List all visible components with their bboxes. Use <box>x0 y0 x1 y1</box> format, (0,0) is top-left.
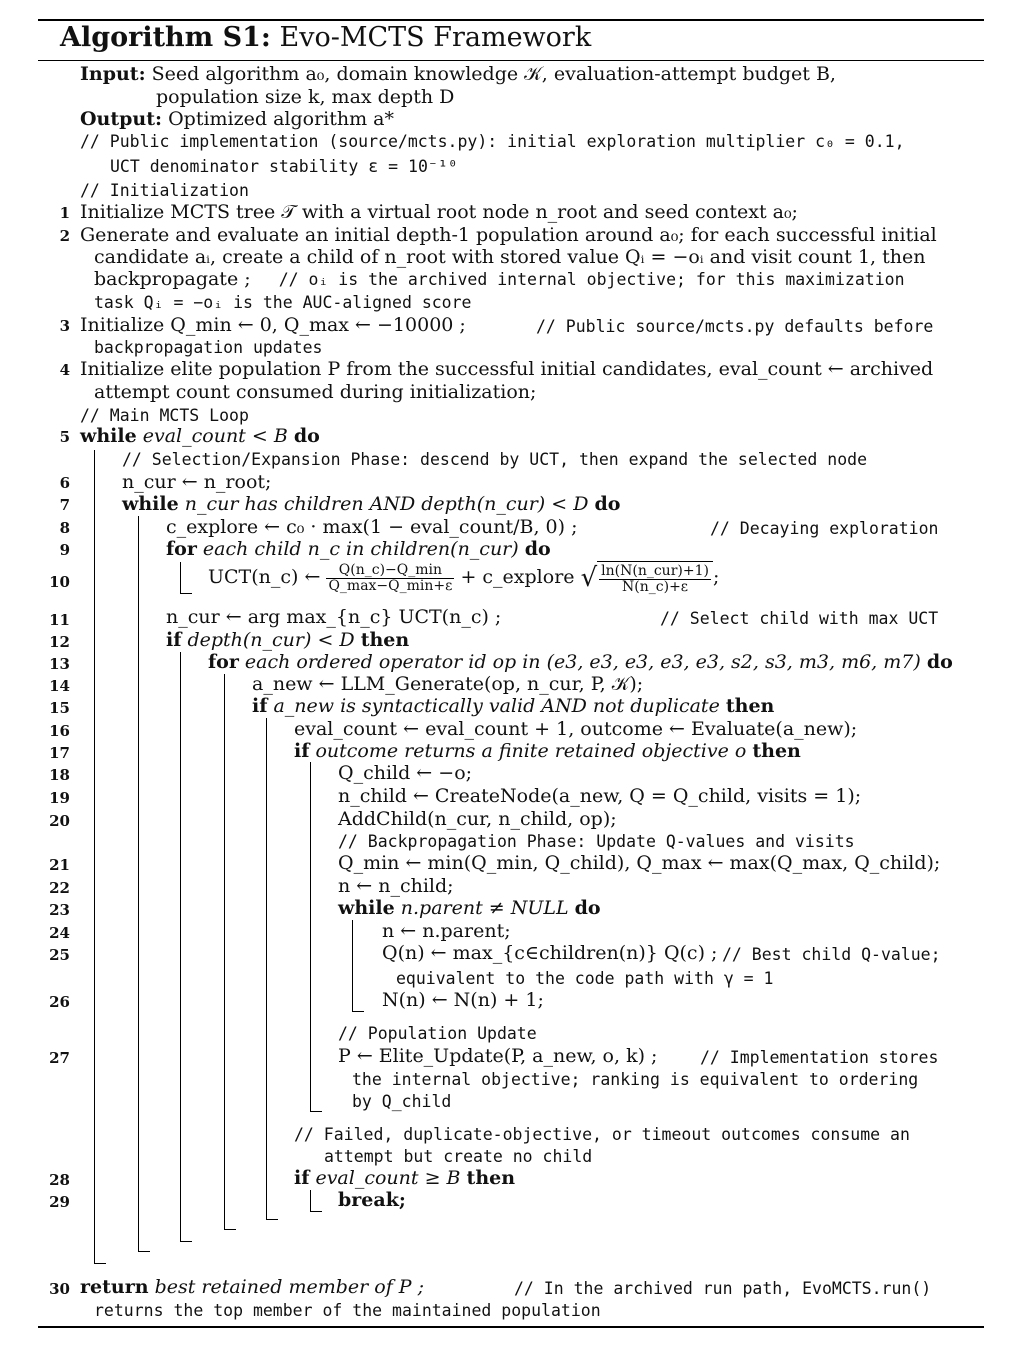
line-11: n_cur ← arg max_{n_c} UCT(n_c) ; <box>166 606 502 628</box>
line-number: 20 <box>49 812 70 830</box>
block-end-if-valid <box>266 1219 278 1220</box>
line-2c-comment: // oᵢ is the archived internal objective; for this maximization <box>278 270 905 289</box>
top-rule <box>38 19 984 21</box>
line-24: n ← n.parent; <box>382 920 511 942</box>
line-13 <box>208 651 953 673</box>
kw-do: do <box>926 651 953 673</box>
block-bar-if-depth <box>180 652 181 1242</box>
line-number: 11 <box>49 611 70 629</box>
sqrt-sign: √ <box>580 563 598 593</box>
line-2b: candidate aᵢ, create a child of n_root with stored value Qᵢ = −oᵢ and visit count 1, then <box>94 246 926 268</box>
block-end-for-operators <box>224 1229 236 1230</box>
line-28 <box>294 1167 515 1189</box>
kw-for: for <box>208 651 239 673</box>
block-bar-if-valid <box>266 718 267 1220</box>
block-end-while-select <box>138 1251 150 1252</box>
kw-while: while <box>80 425 137 447</box>
kw-return: return <box>80 1276 149 1298</box>
uct-fraction <box>326 563 454 594</box>
line-number: 10 <box>49 573 70 591</box>
line-15 <box>252 695 774 717</box>
line-18: Q_child ← −o; <box>338 762 473 784</box>
kw-then: then <box>725 695 775 717</box>
sqrt-num: ln(N(n_cur)+1) <box>601 563 709 579</box>
kw-if: if <box>294 740 310 762</box>
block-end-for-children <box>180 593 192 594</box>
line-21: Q_min ← min(Q_min, Q_child), Q_max ← max(Q_max, Q_child); <box>338 852 941 874</box>
block-bar-while-parent <box>352 920 353 1012</box>
line-25: Q(n) ← max_{c∈children(n)} Q(c) ; <box>382 942 718 964</box>
line-number: 4 <box>59 361 70 379</box>
line-number: 18 <box>49 766 70 784</box>
block-bar-while-select <box>138 516 139 1252</box>
line-30-comment-a: // In the archived run path, EvoMCTS.run() <box>514 1279 932 1298</box>
line-number: 19 <box>49 789 70 807</box>
line-17 <box>294 740 801 762</box>
cond: eval_count < B <box>142 425 288 447</box>
line-number: 6 <box>59 474 70 492</box>
line-number: 30 <box>49 1280 70 1298</box>
line-2c-text: backpropagate ; <box>94 268 251 290</box>
line-29: break; <box>338 1189 406 1211</box>
line-number: 28 <box>49 1171 70 1189</box>
line-4b: attempt count consumed during initialization; <box>94 381 537 403</box>
cond: n_cur has children AND depth(n_cur) < D <box>184 493 589 515</box>
line-3-comment-b: backpropagation updates <box>94 338 323 357</box>
cond: each child n_c in children(n_cur) <box>202 538 519 560</box>
line-number: 14 <box>49 677 70 695</box>
comment-public-1: // Public implementation (source/mcts.py): initial exploration multiplier c₀ = 0.1, <box>80 132 905 151</box>
line-number: 16 <box>49 722 70 740</box>
block-bar-if-budget <box>310 1190 311 1212</box>
line-9 <box>166 538 551 560</box>
line-23 <box>338 897 601 919</box>
cond: outcome returns a finite retained objective o <box>315 740 747 762</box>
line-27: P ← Elite_Update(P, a_new, o, k) ; <box>338 1045 658 1067</box>
kw-while: while <box>122 493 179 515</box>
cond: each ordered operator id op in (e3, e3, e3, e3, e3, s2, s3, m3, m6, m7) <box>244 651 921 673</box>
line-8: c_explore ← c₀ · max(1 − eval_count/B, 0) ; <box>166 516 578 538</box>
line-number: 24 <box>49 924 70 942</box>
line-number: 29 <box>49 1193 70 1211</box>
line-number: 25 <box>49 946 70 964</box>
uct-frac-den: Q_max−Q_min+ε <box>328 577 453 594</box>
line-3-comment-a: // Public source/mcts.py defaults before <box>536 317 934 336</box>
sqrt-body <box>597 561 713 596</box>
line-14: a_new ← LLM_Generate(op, n_cur, P, 𝒦); <box>252 673 644 695</box>
line-26: N(n) ← N(n) + 1; <box>382 989 544 1011</box>
sqrt-den: N(n_c)+ε <box>622 579 689 595</box>
line-16: eval_count ← eval_count + 1, outcome ← Evaluate(a_new); <box>294 718 858 740</box>
algorithm-label: Algorithm S1: <box>60 22 271 53</box>
block-end-while-parent <box>352 1011 364 1012</box>
kw-if: if <box>252 695 268 717</box>
comment-selection: // Selection/Expansion Phase: descend by UCT, then expand the selected node <box>122 450 868 469</box>
block-bar-while-main <box>94 450 95 1264</box>
line-25-comment-b: equivalent to the code path with γ = 1 <box>396 969 774 988</box>
bottom-rule <box>38 1326 984 1328</box>
title-rule <box>38 60 984 61</box>
line-4a: Initialize elite population P from the successful initial candidates, eval_count ← archived <box>80 358 934 380</box>
line-27-comment-c: by Q_child <box>352 1092 452 1111</box>
line-11-comment: // Select child with max UCT <box>660 609 939 628</box>
kw-then: then <box>752 740 801 762</box>
line-number: 3 <box>59 317 70 335</box>
line-number: 2 <box>59 227 70 245</box>
block-bar-for-children <box>180 562 181 594</box>
return-text: best retained member of P ; <box>154 1276 424 1298</box>
line-number: 8 <box>59 519 70 537</box>
line-number: 5 <box>59 428 70 446</box>
line-7 <box>122 493 620 515</box>
comment-backprop: // Backpropagation Phase: Update Q-values and visits <box>338 832 855 851</box>
cond: depth(n_cur) < D <box>187 629 355 651</box>
line-number: 17 <box>49 744 70 762</box>
uct-frac-num: Q(n_c)−Q_min <box>326 563 454 579</box>
kw-if: if <box>294 1167 310 1189</box>
comment-init: // Initialization <box>80 181 249 200</box>
line-number: 9 <box>59 541 70 559</box>
kw-while: while <box>338 897 395 919</box>
line-number: 21 <box>49 856 70 874</box>
kw-then: then <box>466 1167 516 1189</box>
line-3: Initialize Q_min ← 0, Q_max ← −10000 ; <box>80 314 466 336</box>
line-22: n ← n_child; <box>338 875 454 897</box>
line-19: n_child ← CreateNode(a_new, Q = Q_child, visits = 1); <box>338 785 862 807</box>
kw-do: do <box>574 897 601 919</box>
cond: eval_count ≥ B <box>315 1167 461 1189</box>
block-end-if-depth <box>180 1241 192 1242</box>
comment-population: // Population Update <box>338 1024 537 1043</box>
line-1: Initialize MCTS tree 𝒯 with a virtual root node n_root and seed context a₀; <box>80 201 798 223</box>
input-line-2: population size k, max depth D <box>156 86 455 108</box>
line-number: 22 <box>49 879 70 897</box>
comment-main-loop: // Main MCTS Loop <box>80 406 249 425</box>
line-10-uct-formula <box>208 560 719 596</box>
line-27-comment-a: // Implementation stores <box>700 1048 939 1067</box>
sqrt-fraction <box>599 564 711 595</box>
line-number: 12 <box>49 633 70 651</box>
kw-then: then <box>360 629 410 651</box>
line-number: 27 <box>49 1049 70 1067</box>
kw-if: if <box>166 629 182 651</box>
kw-do: do <box>524 538 551 560</box>
input-text-1: Seed algorithm a₀, domain knowledge 𝒦, evaluation-attempt budget B, <box>151 63 836 85</box>
line-27-comment-b: the internal objective; ranking is equivalent to ordering <box>352 1070 919 1089</box>
line-8-comment: // Decaying exploration <box>710 519 939 538</box>
block-end-if-finite <box>310 1111 322 1112</box>
kw-do: do <box>594 493 621 515</box>
kw-for: for <box>166 538 197 560</box>
line-number: 13 <box>49 655 70 673</box>
line-12 <box>166 629 409 651</box>
block-end-while-main <box>94 1263 106 1264</box>
block-bar-for-operators <box>224 674 225 1230</box>
line-number: 7 <box>59 496 70 514</box>
comment-public-2: UCT denominator stability ε = 10⁻¹⁰ <box>110 157 458 176</box>
line-2d: task Qᵢ = −oᵢ is the AUC-aligned score <box>94 293 472 312</box>
block-bar-if-finite <box>310 762 311 1112</box>
line-number: 15 <box>49 699 70 717</box>
block-end-if-budget <box>310 1211 322 1212</box>
cond: n.parent ≠ NULL <box>400 897 569 919</box>
line-30-comment-b: returns the top member of the maintained population <box>94 1301 601 1320</box>
input-line <box>80 63 836 85</box>
line-2c <box>94 268 905 291</box>
uct-end: ; <box>712 566 720 588</box>
comment-failed-a: // Failed, duplicate-objective, or timeout outcomes consume an <box>294 1125 910 1144</box>
uct-mid: + c_explore <box>460 566 575 588</box>
line-6: n_cur ← n_root; <box>122 471 272 493</box>
cond: a_new is syntactically valid AND not duplicate <box>273 695 720 717</box>
line-5 <box>80 425 320 447</box>
line-number: 23 <box>49 901 70 919</box>
line-number: 26 <box>49 993 70 1011</box>
input-label: Input: <box>80 63 146 85</box>
line-2a: Generate and evaluate an initial depth-1 population around a₀; for each successful initial <box>80 224 937 246</box>
output-line <box>80 108 394 130</box>
algorithm-title <box>60 22 591 53</box>
algorithm-name: Evo-MCTS Framework <box>279 22 592 53</box>
output-label: Output: <box>80 108 163 130</box>
uct-lhs: UCT(n_c) ← <box>208 566 321 588</box>
kw-do: do <box>293 425 320 447</box>
line-20: AddChild(n_cur, n_child, op); <box>338 808 617 830</box>
line-30 <box>80 1276 424 1298</box>
line-25-comment-a: // Best child Q-value; <box>722 945 941 964</box>
comment-failed-b: attempt but create no child <box>324 1147 593 1166</box>
output-text: Optimized algorithm a* <box>168 108 394 130</box>
line-number: 1 <box>59 204 70 222</box>
